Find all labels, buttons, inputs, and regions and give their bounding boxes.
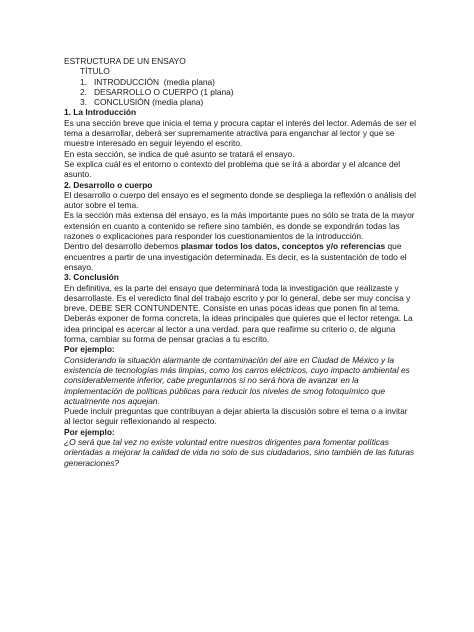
section-heading-desarrollo: 2. Desarrollo o cuerpo <box>64 179 153 190</box>
example-label: Por ejemplo: <box>64 344 115 355</box>
outline-item: 3. CONCLUSIÓN (media plana) <box>80 97 204 108</box>
outline-item: 2. DESARROLLO O CUERPO (1 plana) <box>80 86 234 97</box>
example-text: Considerando la situación alarmante de contaminación del aire en Ciudad de México y la existencia de tecnologías más limpias, como los carros eléctricos, cuyo impacto ambiental es considerablemente inferior, cabe preguntarnos si no será hora de avanzar en la implementación de políticas públicas para reducir los niveles de smog fotoquímico que actualmente nos aquejan. <box>64 354 410 406</box>
paragraph: Es la sección más extensa del ensayo, es la más importante pues no sólo se trata de la mayor extensión en cuanto a contenido se refiere sino también, es donde se expondrán todas las razones o explicaciones para responder los cuestionamientos de la introducción. <box>64 210 415 242</box>
paragraph: Puede incluir preguntas que contribuyan a dejar abierta la discusión sobre el tema o a invitar al lector seguir reflexionando al respecto. <box>64 406 408 427</box>
outline-heading: TÍTULO <box>80 66 110 77</box>
example-label: Por ejemplo: <box>64 426 115 437</box>
paragraph: El desarrollo o cuerpo del ensayo es el segmento donde se despliega la reflexión o análisis del autor sobre el tema. <box>64 189 416 211</box>
paragraph-text: Dentro del desarrollo debemos <box>64 241 181 252</box>
outline-item: 1. INTRODUCCIÓN (media plana) <box>80 76 215 87</box>
example-text: ¿O será que tal vez no existe voluntad entre nuestros dirigentes para fomentar políticas orientadas a mejorar la calidad de vida no solo de sus ciudadanos, sino también de las futuras generaciones? <box>64 436 415 468</box>
paragraph: En esta sección, se indica de qué asunto se tratará el ensayo. <box>64 148 295 159</box>
section-heading-introduccion: 1. La Introducción <box>64 107 137 118</box>
outline <box>64 66 416 107</box>
paragraph-text: que encuentres a partir de una investigación determinada. Es decir, es la sustentación de todo el ensayo. <box>64 241 407 272</box>
paragraph: En definitiva, es la parte del ensayo que determinará toda la investigación que realizaste y desarrollaste. Es el veredicto final del trabajo escrito y por lo general, debe ser muy concisa y breve. DEBE SER CONTUNDENTE. Consiste en unas pocas ideas que ponen fin al tema. Deberás exponer de forma concreta, la ideas principales que quieres que el lector retenga. La idea principal es acercar al lector a una verdad. para que reafirme su criterio o, de alguna forma, cambiar su forma de pensar gracias a tu escrito. <box>64 282 413 345</box>
paragraph: Se explica cuál es el entorno o contexto del problema que se irá a abordar y el alcance del asunto. <box>64 158 401 180</box>
emphasis-text: plasmar todos los datos, conceptos y/o referencias <box>180 241 386 252</box>
paragraph: Es una sección breve que inicia el tema y procura captar el interés del lector. Además de ser el tema a desarrollar, deberá ser supremamente atractiva para enganchar al lector y que se muestre interesado en seguir leyendo el escrito. <box>64 117 416 149</box>
section-heading-conclusion: 3. Conclusión <box>64 272 119 283</box>
document-title: ESTRUCTURA DE UN ENSAYO <box>64 56 186 66</box>
paragraph <box>64 241 416 272</box>
